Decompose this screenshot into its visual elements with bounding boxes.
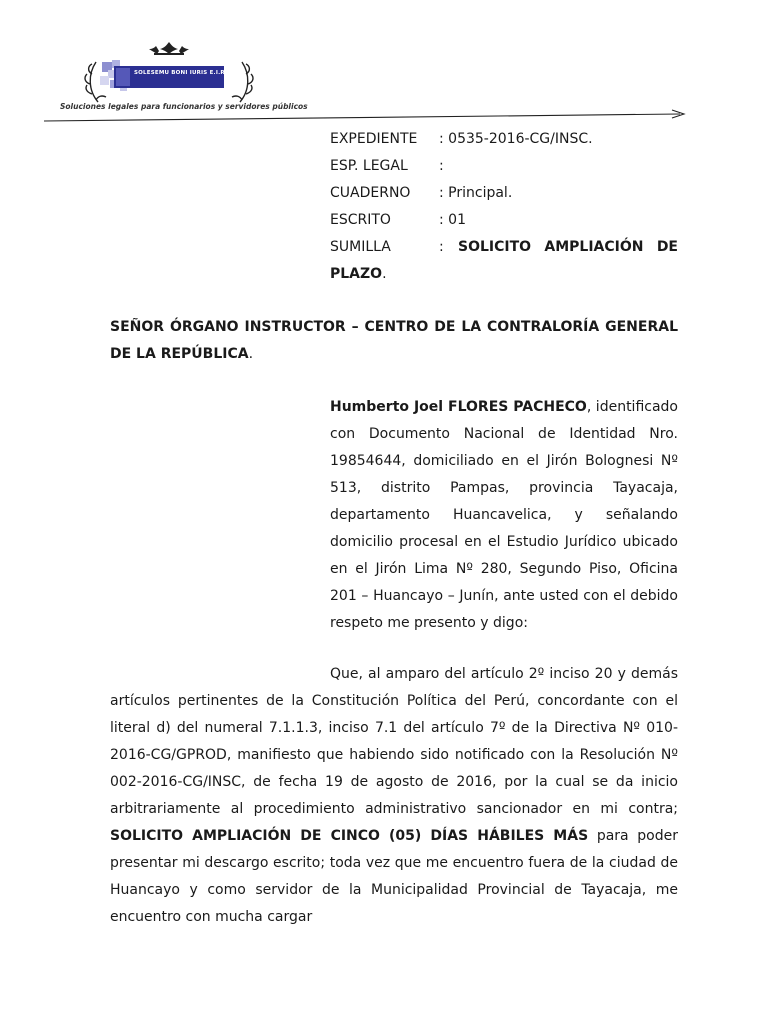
field-sumilla — [330, 234, 678, 261]
field-colon: : — [439, 239, 444, 255]
sumilla-continuation — [330, 261, 678, 288]
field-label: ESCRITO — [330, 212, 391, 228]
addressee-period: . — [248, 346, 254, 362]
addressee-text: SEÑOR ÓRGANO INSTRUCTOR – CENTRO DE LA CONTRALORÍA GENERAL DE LA REPÚBLICA — [110, 319, 678, 362]
field-label: SUMILLA — [330, 239, 391, 255]
request-text-part2: para poder presentar mi descargo escrito; toda vez que me encuentro fuera de la ciudad de Huancayo y como servidor de la Municipalidad Provincial de Tayacaja, me encuentro con mucha cargar — [110, 828, 678, 925]
field-label: EXPEDIENTE — [330, 131, 418, 147]
firm-name: SOLESEMU BONI IURIS E.I.R.L. — [134, 70, 234, 76]
field-esp-legal — [330, 153, 678, 180]
request-paragraph — [110, 661, 678, 931]
addressee — [110, 314, 678, 368]
sumilla-period: . — [382, 266, 387, 282]
field-escrito — [330, 207, 678, 234]
sumilla-word: PLAZO — [330, 266, 383, 282]
petitioner-name: Humberto Joel FLORES PACHECO — [330, 399, 587, 415]
sumilla-text — [458, 234, 678, 261]
intro-text: , identificado con Documento Nacional de Identidad Nro. 19854644, domiciliado en el Jirón Bolognesi Nº 513, distrito Pampas, provincia Tayacaja, departamento Huancavelica, y señalando domicilio procesal en el Estudio Jurídico ubicado en el Jirón Lima Nº 280, Segundo Piso, Oficina 201 – Huancayo – Junín, ante usted con el debido respeto me presento y digo: — [330, 399, 678, 631]
field-value: : 0535-2016-CG/INSC. — [439, 131, 593, 147]
field-value: : — [439, 158, 444, 174]
request-highlight: SOLICITO AMPLIACIÓN DE CINCO (05) DÍAS HÁBILES MÁS — [110, 828, 589, 844]
firm-tagline: Soluciones legales para funcionarios y servidores públicos — [60, 102, 308, 111]
field-value: : Principal. — [439, 185, 513, 201]
field-label: CUADERNO — [330, 185, 411, 201]
sumilla-word: AMPLIACIÓN — [544, 239, 644, 255]
case-fields — [330, 126, 678, 288]
field-label: ESP. LEGAL — [330, 158, 408, 174]
intro-paragraph — [330, 394, 678, 637]
field-cuaderno — [330, 180, 678, 207]
field-expediente — [330, 126, 678, 153]
request-text-part1: Que, al amparo del artículo 2º inciso 20 y demás artículos pertinentes de la Constitución Política del Perú, concordante con el literal d) del numeral 7.1.1.3, inciso 7.1 del artículo 7º de la Directiva Nº 010-2016-CG/GPROD, manifiesto que habiendo sido notificado con la Resolución Nº 002-2016-CG/INSC, de fecha 19 de agosto de 2016, por la cual se da inicio arbitrariamente al procedimiento administrativo sancionador en mi contra; — [110, 666, 678, 817]
sumilla-word: SOLICITO — [458, 239, 532, 255]
field-value: : 01 — [439, 212, 466, 228]
sumilla-word: DE — [656, 239, 678, 255]
